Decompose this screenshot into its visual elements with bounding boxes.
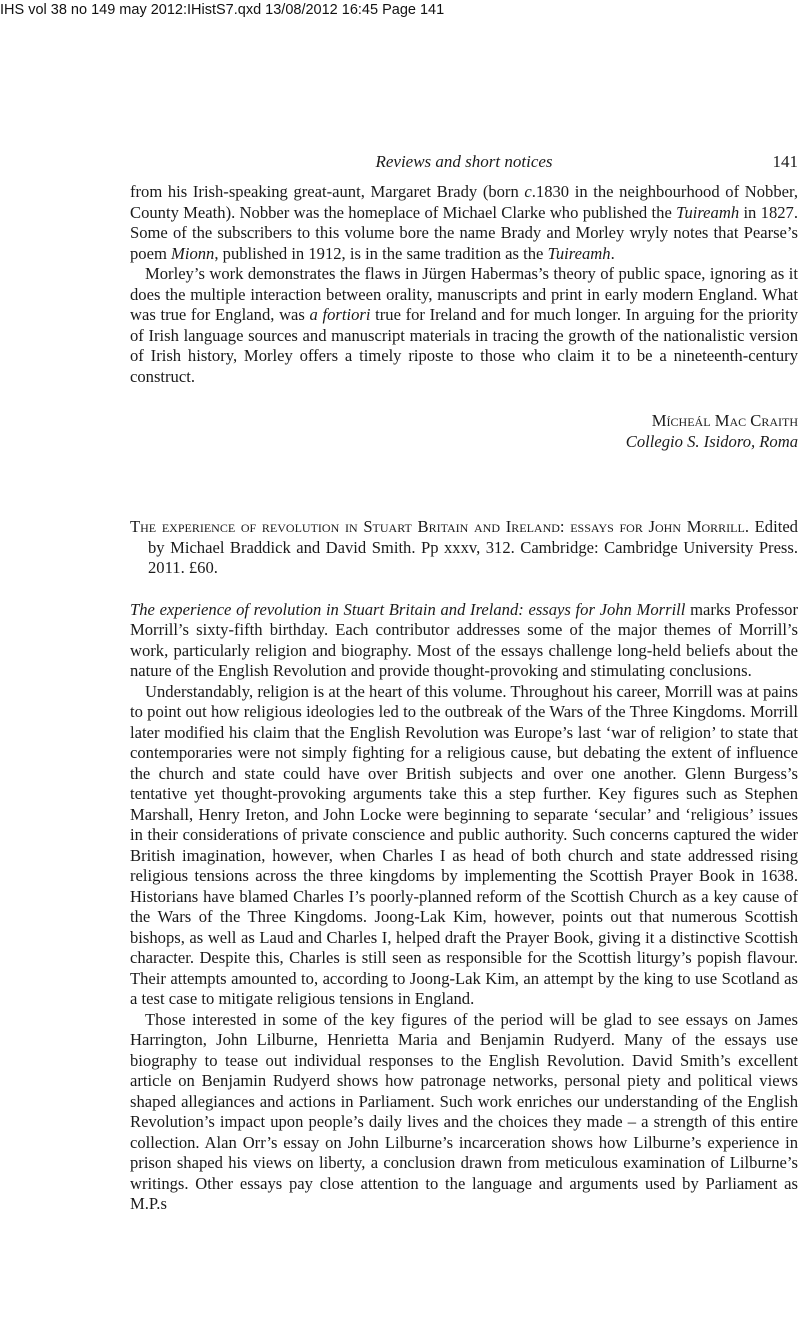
italic-run: a fortiori (309, 305, 371, 324)
text-run: , published in 1912, is in the same tradition as the (214, 243, 548, 263)
page-body (130, 150, 798, 1215)
italic-run: The experience of revolution in Stuart Britain and Ireland: essays for John Morrill (130, 599, 686, 619)
paragraph: Those interested in some of the key figures of the period will be glad to see essays on James Harrington, John Lilburne, Henrietta Maria and Benjamin Rudyerd. Many of the essays use biography to tease out individual responses to the English Revolution. David Smith’s excellent article on Benjamin Rudyerd shows how patronage networks, personal piety and political views shaped allegiances and actions in Parliament. Such work enriches our understanding of the English Revolution’s impact upon people’s daily lives and the choices they made – a strength of this entire collection. Alan Orr’s essay on John Lilburne’s incarceration shows how Lilburne’s experience in prison shaped his views on liberty, a conclusion drawn from meticulous examination of Lilburne’s writings. Other essays pay close attention to the language and arguments used by Parliament as M.P.s (130, 1009, 798, 1213)
italic-run: Tuireamh (676, 202, 740, 222)
running-head (130, 150, 798, 174)
paragraph: Understandably, religion is at the heart of this volume. Throughout his career, Morrill was at pains to point out how religious ideologies led to the outbreak of the Wars of the Three Kingdoms. Morrill later modified his claim that the English Revolution was Europe’s last ‘war of religion’ to state that contemporaries were not simply fighting for a religious cause, but debating the extent of influence the church and state could have over British subjects and over one another. Glenn Burgess’s tentative yet thought-provoking arguments take this a step further. Key figures such as Stephen Marshall, Henry Ireton, and John Locke were beginning to separate ‘secular’ and ‘religious’ issues in their considerations of private conscience and public authority. Such concerns captured the wider British imagination, however, when Charles I as head of both church and state addressed rising religious tensions across the three kingdoms by implementing the Scottish Prayer Book in 1638. Historians have blamed Charles I’s poorly-planned reform of the Scottish Church as a key cause of the Wars of the Three Kingdoms. Joong-Lak Kim, however, points out that numerous Scottish bishops, as well as Laud and Charles I, helped draft the Prayer Book, giving it a distinctive Scottish character. Despite this, Charles is still seen as responsible for the Scottish liturgy’s popish flavour. Their attempts amounted to, according to Joong-Lak Kim, an attempt by the king to use Scotland as a test case to mitigate religious tensions in England. (130, 681, 798, 1008)
reviewer-name: Mícheál Mac Craith (651, 411, 798, 430)
text-run: true for Ireland and for much longer. In arguing for the priority of Irish language sources and manuscript materials in tracing the growth of the nationalistic version of Irish history, Morley offers a timely riposte to those who claim it to be a nineteenth-century construct. (130, 305, 798, 386)
reviewer-affiliation: Collegio S. Isidoro, Roma (625, 431, 798, 451)
review-morley (130, 182, 798, 452)
text-run: .1830 in the neighbourhood of Nobber, County Meath). Nobber was the homeplace of Michael Clarke who published the (130, 182, 798, 222)
text-run: in 1827. Some of the subscribers to this volume bore the name Brady and Morley wryly notes that Pearse’s poem (130, 202, 798, 263)
page-number: 141 (772, 152, 798, 171)
italic-run: Mionn (171, 243, 215, 263)
italic-run: Tuireamh (547, 243, 611, 263)
print-slug: IHS vol 38 no 149 may 2012:IHistS7.qxd 13/08/2012 16:45 Page 141 (0, 2, 445, 18)
book-details: . Edited by Michael Braddick and David Smith. Pp xxxv, 312. Cambridge: Cambridge University Press. 2011. £60. (148, 517, 798, 577)
text-run: . (610, 243, 615, 263)
paragraph (130, 182, 798, 264)
text-run: from his Irish-speaking great-aunt, Margaret Brady (born (130, 182, 525, 201)
paragraph (130, 264, 798, 387)
review-stuart-britain (130, 517, 798, 1215)
paragraph (130, 600, 798, 682)
running-title: Reviews and short notices (375, 152, 553, 171)
text-run: Morley’s work demonstrates the flaws in Jürgen Habermas’s theory of public space, ignoring as it does the multiple interaction between orality, manuscripts and print in early modern England. What was true for England, was (130, 264, 798, 324)
italic-run: c (524, 182, 532, 201)
book-heading (130, 517, 798, 579)
text-run: marks Professor Morrill’s sixty-fifth birthday. Each contributor addresses some of the major themes of Morrill’s work, particularly religion and biography. Most of the essays challenge long-held beliefs about the nature of the English Revolution and provide thought-provoking and stimulating conclusions. (130, 599, 798, 680)
book-title: The experience of revolution in Stuart Britain and Ireland: essays for John Morrill (130, 517, 745, 536)
